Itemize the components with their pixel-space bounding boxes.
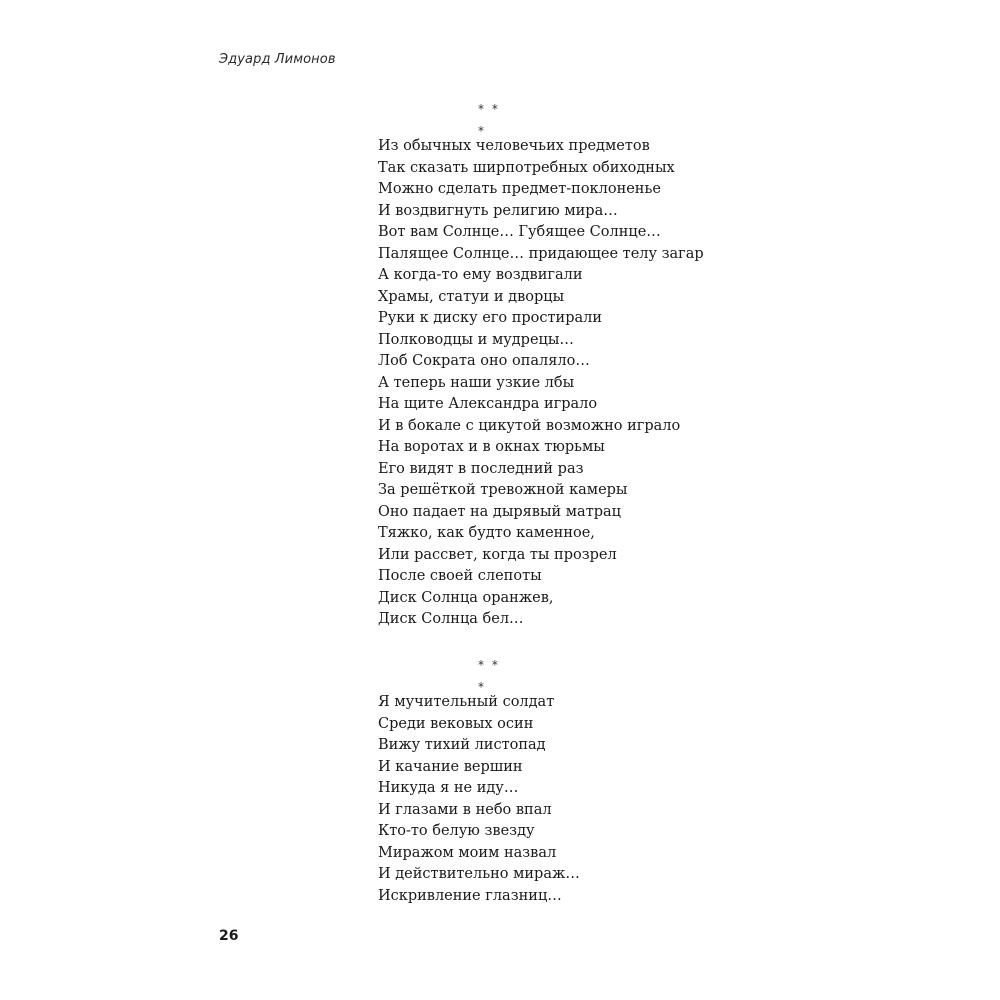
poem-line: Вот вам Солнце… Губящее Солнце… — [378, 224, 661, 240]
page-number: 26 — [219, 928, 239, 944]
poem-line: Или рассвет, когда ты прозрел — [378, 546, 617, 563]
poem-1 — [378, 98, 798, 631]
poem-line: Я мучительный солдат — [378, 694, 555, 710]
poem-line: И воздвигнуть религию мира… — [378, 202, 618, 219]
poem-line: Из обычных человечьих предметов — [378, 138, 650, 154]
poem-line: Тяжко, как будто каменное, — [378, 525, 595, 541]
poem-line: Диск Солнца бел… — [378, 611, 524, 627]
poem-line: Миражом моим назвал — [378, 844, 557, 861]
poem-line: И в бокале с цикутой возможно играло — [378, 417, 681, 434]
poem-line: На щите Александра играло — [378, 396, 598, 412]
poem-line: Можно сделать предмет-поклоненье — [378, 181, 661, 197]
poem-line: Его видят в последний раз — [378, 460, 584, 477]
poem-line: Полководцы и мудрецы… — [378, 331, 574, 348]
poem-line: Среди вековых осин — [378, 715, 534, 732]
poem-line: Оно падает на дырявый матрац — [378, 503, 621, 520]
poem-lines — [378, 692, 798, 907]
poem-line: А теперь наши узкие лбы — [378, 374, 575, 391]
poem-line: И качание вершин — [378, 758, 523, 775]
poem-line: Лоб Сократа оно опаляло… — [378, 353, 590, 369]
poem-line: Палящее Солнце… придающее телу загар — [378, 245, 704, 262]
poem-line: И действительно мираж… — [378, 866, 580, 882]
poem-line: И глазами в небо впал — [378, 801, 552, 818]
poem-separator: * * * — [478, 102, 500, 138]
poem-line: Диск Солнца оранжев, — [378, 589, 554, 606]
poem-line: После своей слепоты — [378, 568, 542, 584]
poem-line: За решёткой тревожной камеры — [378, 482, 628, 498]
poem-line: А когда-то ему воздвигали — [378, 267, 583, 283]
poem-lines — [378, 136, 798, 631]
poem-line: Кто-то белую звезду — [378, 823, 535, 839]
poem-line: Храмы, статуи и дворцы — [378, 288, 565, 305]
poem-line: Руки к диску его простирали — [378, 310, 603, 326]
poem-line: Так сказать ширпотребных обиходных — [378, 159, 675, 176]
poem-line: На воротах и в окнах тюрьмы — [378, 439, 605, 455]
running-header-author: Эдуард Лимонов — [219, 52, 336, 67]
poem-separator: * * * — [478, 658, 500, 694]
poem-line: Вижу тихий листопад — [378, 737, 546, 753]
poem-line: Никуда я не иду… — [378, 780, 519, 796]
poem-2 — [378, 654, 798, 907]
poem-line: Искривление глазниц… — [378, 887, 562, 904]
